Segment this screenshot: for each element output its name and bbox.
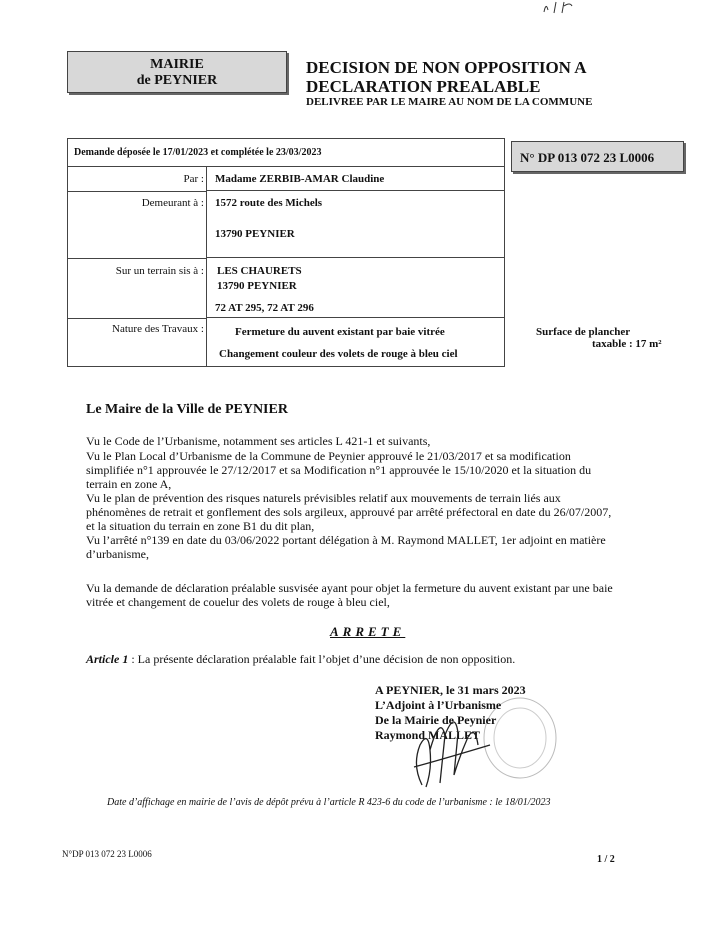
affichage-date: Date d’affichage en mairie de l’avis de dépôt prévu à l’article R 423-6 du code de l’urbanisme : le 18/01/2023: [107, 797, 551, 808]
vu-ppr: [86, 491, 649, 533]
vu4-line2: d’urbanisme,: [86, 547, 149, 561]
terrain-label: Sur un terrain sis à :: [115, 265, 204, 277]
decision-title-line1: DECISION DE NON OPPOSITION A: [306, 58, 587, 77]
vu-demande: [86, 581, 649, 609]
vu1-text: Vu le Code de l’Urbanisme, notamment ses articles L 421-1 et suivants,: [86, 434, 431, 448]
decision-title-line2: DECLARATION PREALABLE: [306, 77, 541, 96]
decision-subtitle: DELIVREE PAR LE MAIRE AU NOM DE LA COMMUNE: [306, 96, 593, 108]
terrain-line2: 13790 PEYNIER: [217, 280, 297, 292]
vu3-line3: et la situation du terrain en zone B1 du dit plan,: [86, 519, 315, 533]
surface-label: Surface de plancher: [536, 326, 631, 338]
decision-title: [306, 58, 587, 96]
handwritten-signature: [400, 705, 510, 795]
terrain-line1: LES CHAURETS: [217, 265, 302, 277]
vu2-line3: terrain en zone A,: [86, 477, 172, 491]
signature-role: L’Adjoint à l’Urbanisme: [375, 698, 502, 712]
footer-reference: N°DP 013 072 23 L0006: [62, 849, 152, 859]
vu2-line1: Vu le Plan Local d’Urbanisme de la Commune de Peynier approuvé le 21/03/2017 et sa modification: [86, 449, 571, 463]
signature-date: A PEYNIER, le 31 mars 2023: [375, 683, 526, 697]
signature-name: Raymond MALLET: [375, 728, 481, 742]
terrain-line3: 72 AT 295, 72 AT 296: [215, 302, 314, 314]
vu-arrete-delegation: [86, 533, 649, 561]
vu2-line2: simplifiée n°1 approuvée le 27/12/2017 et sa Modification n°1 approuvée le 15/10/2020 et la situation du: [86, 463, 592, 477]
signature-mairie: De la Mairie de Peynier: [375, 713, 497, 727]
vu-code-urbanisme: [86, 434, 649, 448]
demande-cell: [67, 138, 505, 167]
vu4-line1: Vu l’arrêté n°139 en date du 03/06/2022 portant délégation à M. Raymond MALLET, 1er adjoint en matière: [86, 533, 606, 547]
vu-plu: [86, 449, 649, 491]
vu5-line2: vitrée et changement de couelur des volets de rouge à bleu ciel,: [86, 595, 390, 609]
par-value: Madame ZERBIB-AMAR Claudine: [215, 173, 385, 185]
article-1: [86, 652, 515, 667]
page-number: 1 / 2: [597, 854, 615, 865]
article-label: Article 1: [86, 652, 129, 666]
nature-line2: Changement couleur des volets de rouge à bleu ciel: [219, 348, 458, 360]
demeurant-label: Demeurant à :: [141, 197, 204, 209]
vu3-line2: phénomènes de retrait et gonflement des sols argileux, approuvé par arrêté préfectoral en date du 26/07/2007,: [86, 505, 612, 519]
mayor-title: Le Maire de la Ville de PEYNIER: [86, 402, 288, 417]
arrete-heading: ARRETE: [330, 624, 406, 639]
mairie-line2: de PEYNIER: [136, 73, 218, 88]
dp-number-box: N° DP 013 072 23 L0006: [511, 141, 684, 172]
surface-value: taxable : 17 m²: [592, 338, 662, 350]
nature-label: Nature des Travaux :: [112, 323, 204, 335]
demeurant-line2: 13790 PEYNIER: [215, 228, 295, 240]
mairie-box: [67, 51, 287, 93]
par-label: Par :: [183, 173, 204, 185]
demeurant-line1: 1572 route des Michels: [215, 197, 323, 209]
article-text: : La présente déclaration préalable fait l’objet d’une décision de non opposition.: [128, 652, 516, 666]
vu5-line1: Vu la demande de déclaration préalable susvisée ayant pour objet la fermeture du auvent existant par une baie: [86, 581, 613, 595]
nature-line1: Fermeture du auvent existant par baie vitrée: [235, 326, 445, 338]
vu3-line1: Vu le plan de prévention des risques naturels prévisibles relatif aux mouvements de terrain liés aux: [86, 491, 561, 505]
demande-text: Demande déposée le 17/01/2023 et complétée le 23/03/2023: [74, 147, 322, 158]
mairie-line1: MAIRIE: [150, 57, 204, 72]
corner-handwriting-mark: [540, 0, 590, 14]
